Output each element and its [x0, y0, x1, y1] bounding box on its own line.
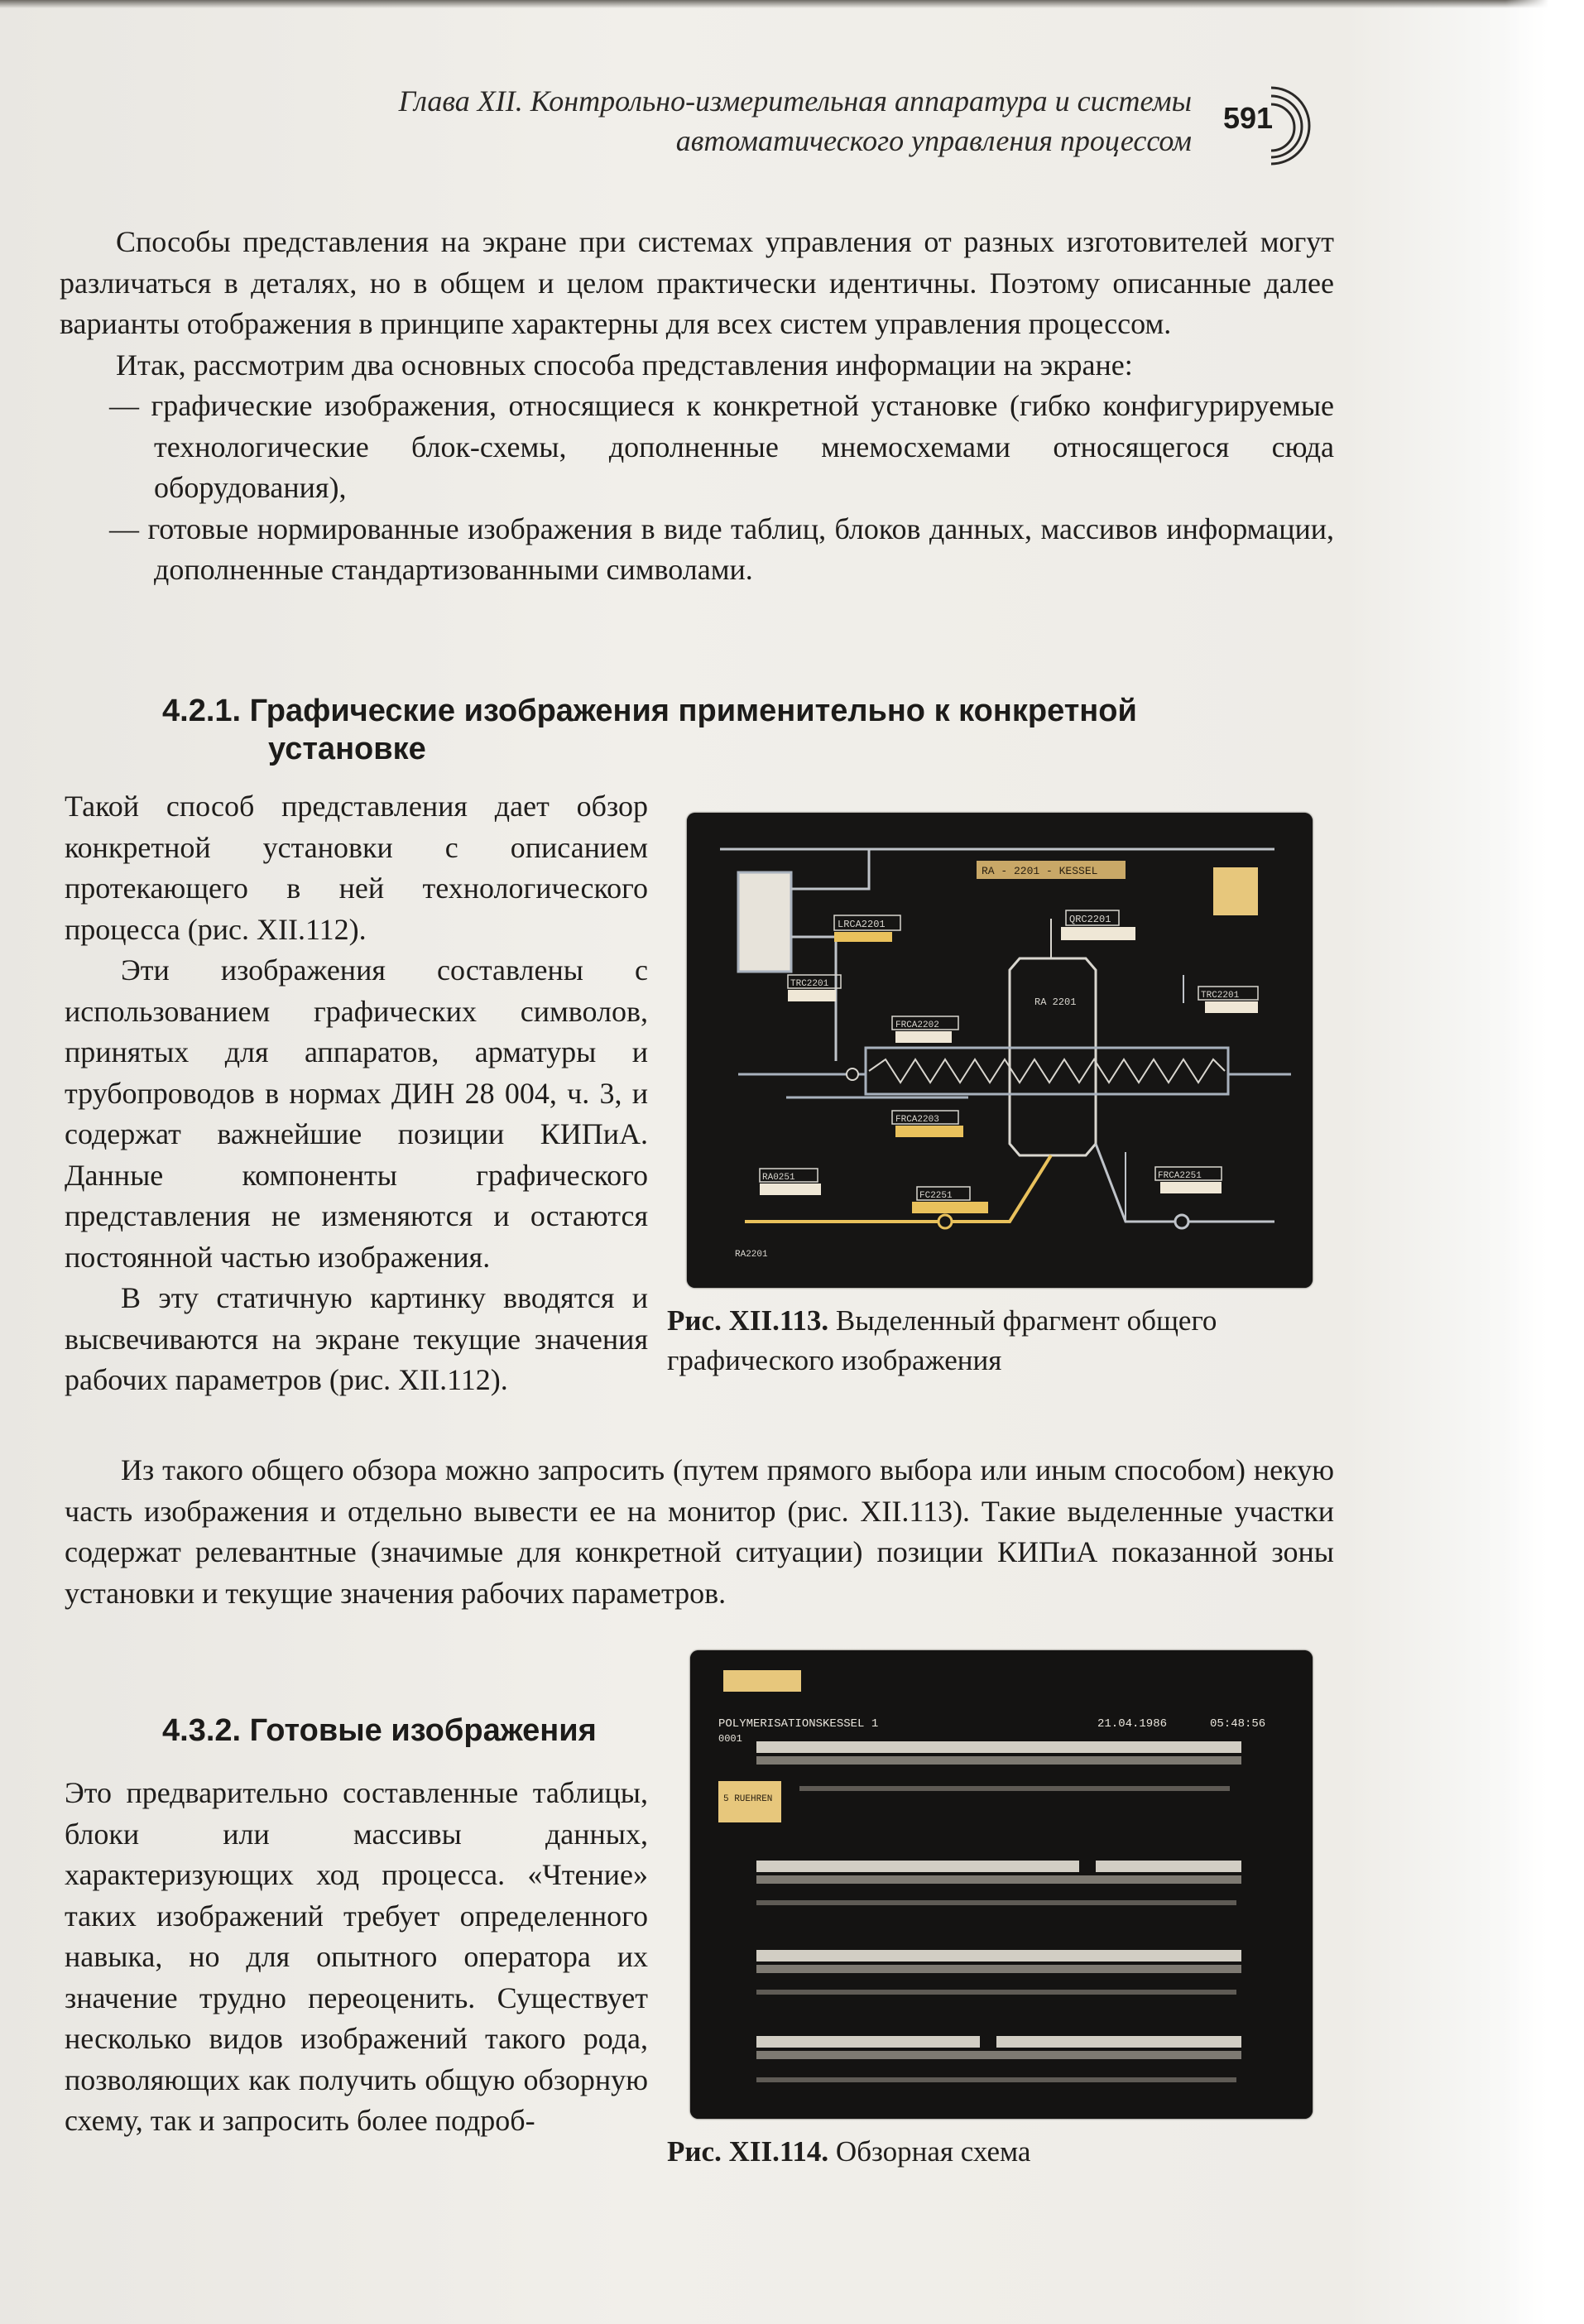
intro-paragraph-1: Способы представления на экране при системах управления от разных изготовителей могут различаться в деталях, но в общем и целом практически идентичны. Поэтому описанные далее варианты отображения в принципе характерны для всех систем управления процессом. [60, 225, 1334, 340]
fc-label: FC2251 [919, 1191, 953, 1201]
frca-top-value-bar [895, 1031, 952, 1043]
right-valve-icon [1175, 1215, 1188, 1228]
trc-right-label: TRC2201 [1201, 991, 1240, 1001]
block-4-header-bar [756, 2036, 980, 2048]
intro-list-item-2: — готовые нормированные изображения в виде таблиц, блоков данных, массивов информации, дополненные стандартизованными символами. [109, 511, 1334, 586]
screen-time: 05:48:56 [1210, 1717, 1266, 1731]
figure-xii-114-overview-display [690, 1650, 1313, 2119]
trc-left-value-bar [788, 990, 836, 1001]
figure-xii-114-caption-text: Обзорная схема [835, 2135, 1031, 2168]
qrc-value-bar [1061, 927, 1135, 940]
block-2b-header-bar [1096, 1861, 1241, 1872]
figure-xii-113-caption [667, 1301, 1339, 1380]
block-4-column-row [756, 2051, 1241, 2059]
figure-xii-113-caption-text: Выделенный фрагмент общего графического изображения [667, 1304, 1217, 1376]
intro-list-item-1: — графические изображения, относящиеся к конкретной установке (гибко конфигурируемые технологические блок-схемы, дополненные мнемосхемами относящегося сюда оборудования), [109, 389, 1334, 504]
section-4-2-1-paragraph-4: Из такого общего обзора можно запросить (путем прямого выбора или иным способом) некую часть изображения и отдельно вывести ее на монитор (рис. XII.113). Такие выделенные участки содержат релевантные (значимые для конкретной ситуации) позиции КИПиА показанной зоны установки и текущие значения рабочих параметров. [65, 1453, 1334, 1610]
frca-mid-label: FRCA2203 [895, 1115, 939, 1125]
intro-paragraph-2: Итак, рассмотрим два основных способа представления информации на экране: [116, 348, 1133, 382]
fc-value-bar [912, 1202, 988, 1213]
page-edge [1505, 0, 1584, 2324]
figure-xii-113-process-display [687, 813, 1313, 1288]
top-tag-label: RA - 2201 - KESSEL [982, 865, 1098, 877]
reactor-vessel-label: RA 2201 [1034, 996, 1077, 1008]
status-indicator-block [1213, 867, 1258, 915]
running-head [215, 81, 1192, 161]
block-3-header-bar [756, 1950, 1241, 1961]
qrc-label: QRC2201 [1069, 914, 1111, 925]
block-4b-header-bar [996, 2036, 1241, 2048]
block-1-column-row [756, 1756, 1241, 1765]
block-2-values [756, 1900, 1236, 1905]
section-heading-4-2-1 [162, 692, 1337, 768]
intro-text [60, 222, 1334, 591]
trc-right-value-bar [1205, 1001, 1258, 1013]
block-1-values [799, 1786, 1230, 1791]
page-top-shadow [0, 0, 1584, 8]
section-4-3-2-column-text [65, 1773, 648, 2142]
chapter-title-line-2: автоматического управления процессом [675, 124, 1192, 157]
lrca-value-bar [834, 932, 892, 942]
frca-right-value-bar [1160, 1182, 1222, 1193]
section-4-3-2-paragraph-1: Это предварительно составленные таблицы, блоки или массивы данных, характеризующих ход процесса. «Чтение» таких изображений требует определенного навыка, но для опытного оператора их значение трудно переоценить. Существует несколько видов изображений такого рода, позволяющих как получить общую обзорную схему, так и запросить более подроб- [65, 1776, 648, 2137]
figure-xii-114-caption [667, 2132, 1339, 2172]
page-number-ornament-icon [1228, 81, 1319, 172]
frca-mid-value-bar [895, 1126, 963, 1137]
section-4-2-1-paragraph-1: Такой способ представления дает обзор конкретной установки с описанием протекающего в ней технологического процесса (рис. XII.112). [65, 790, 648, 946]
figure-xii-113-caption-label: Рис. XII.113. [667, 1304, 829, 1337]
screen-header-tab [723, 1670, 801, 1692]
section-heading-4-2-1-line-2: установке [268, 732, 426, 766]
bottom-left-label: RA2201 [735, 1250, 768, 1260]
block-4-values [756, 2077, 1236, 2082]
inlet-valve-icon [847, 1068, 858, 1080]
block-1-header-bar [756, 1741, 1241, 1753]
screen-date: 21.04.1986 [1097, 1717, 1168, 1731]
block-2-header-bar [756, 1861, 1079, 1872]
chapter-title-line-1: Глава XII. Контрольно-измерительная аппаратура и системы [398, 84, 1192, 118]
frca-right-label: FRCA2251 [1158, 1171, 1202, 1181]
frca-top-label: FRCA2202 [895, 1020, 939, 1030]
section-heading-4-2-1-line-1: 4.2.1. Графические изображения применительно к конкретной [162, 694, 1137, 728]
section-4-2-1-column-text [65, 786, 648, 1401]
section-4-2-1-paragraph-3: В эту статичную картинку вводятся и высвечиваются на экране текущие значения рабочих параметров (рис. XII.112). [65, 1281, 648, 1396]
block-3-values [756, 1990, 1236, 1995]
small-left-label: RA0251 [762, 1173, 795, 1183]
lrca-label: LRCA2201 [838, 919, 886, 930]
block-2-column-row [756, 1875, 1241, 1884]
bottom-valve-icon [938, 1215, 952, 1228]
section-4-2-1-full-width-text [65, 1450, 1334, 1614]
section-heading-4-3-2: 4.3.2. Готовые изображения [162, 1713, 597, 1748]
block-3-column-row [756, 1965, 1241, 1973]
screen-code: 0001 [718, 1733, 742, 1745]
screen-title: POLYMERISATIONSKESSEL 1 [718, 1717, 879, 1731]
figure-xii-114-caption-label: Рис. XII.114. [667, 2135, 829, 2168]
active-status-tag-label: 5 RUEHREN [723, 1794, 773, 1804]
small-left-value-bar [760, 1184, 821, 1195]
feed-tank [738, 872, 791, 972]
page-number: 591 [1223, 101, 1274, 135]
trc-left-label: TRC2201 [790, 979, 829, 989]
section-4-2-1-paragraph-2: Эти изображения составлены с использованием графических символов, принятых для аппаратов, арматуры и трубопроводов в нормах ДИН 28 004, ч. 3, и содержат важнейшие позиции КИПиА. Данные компоненты графического представления не изменяются и остаются постоянной частью изображения. [65, 953, 648, 1274]
